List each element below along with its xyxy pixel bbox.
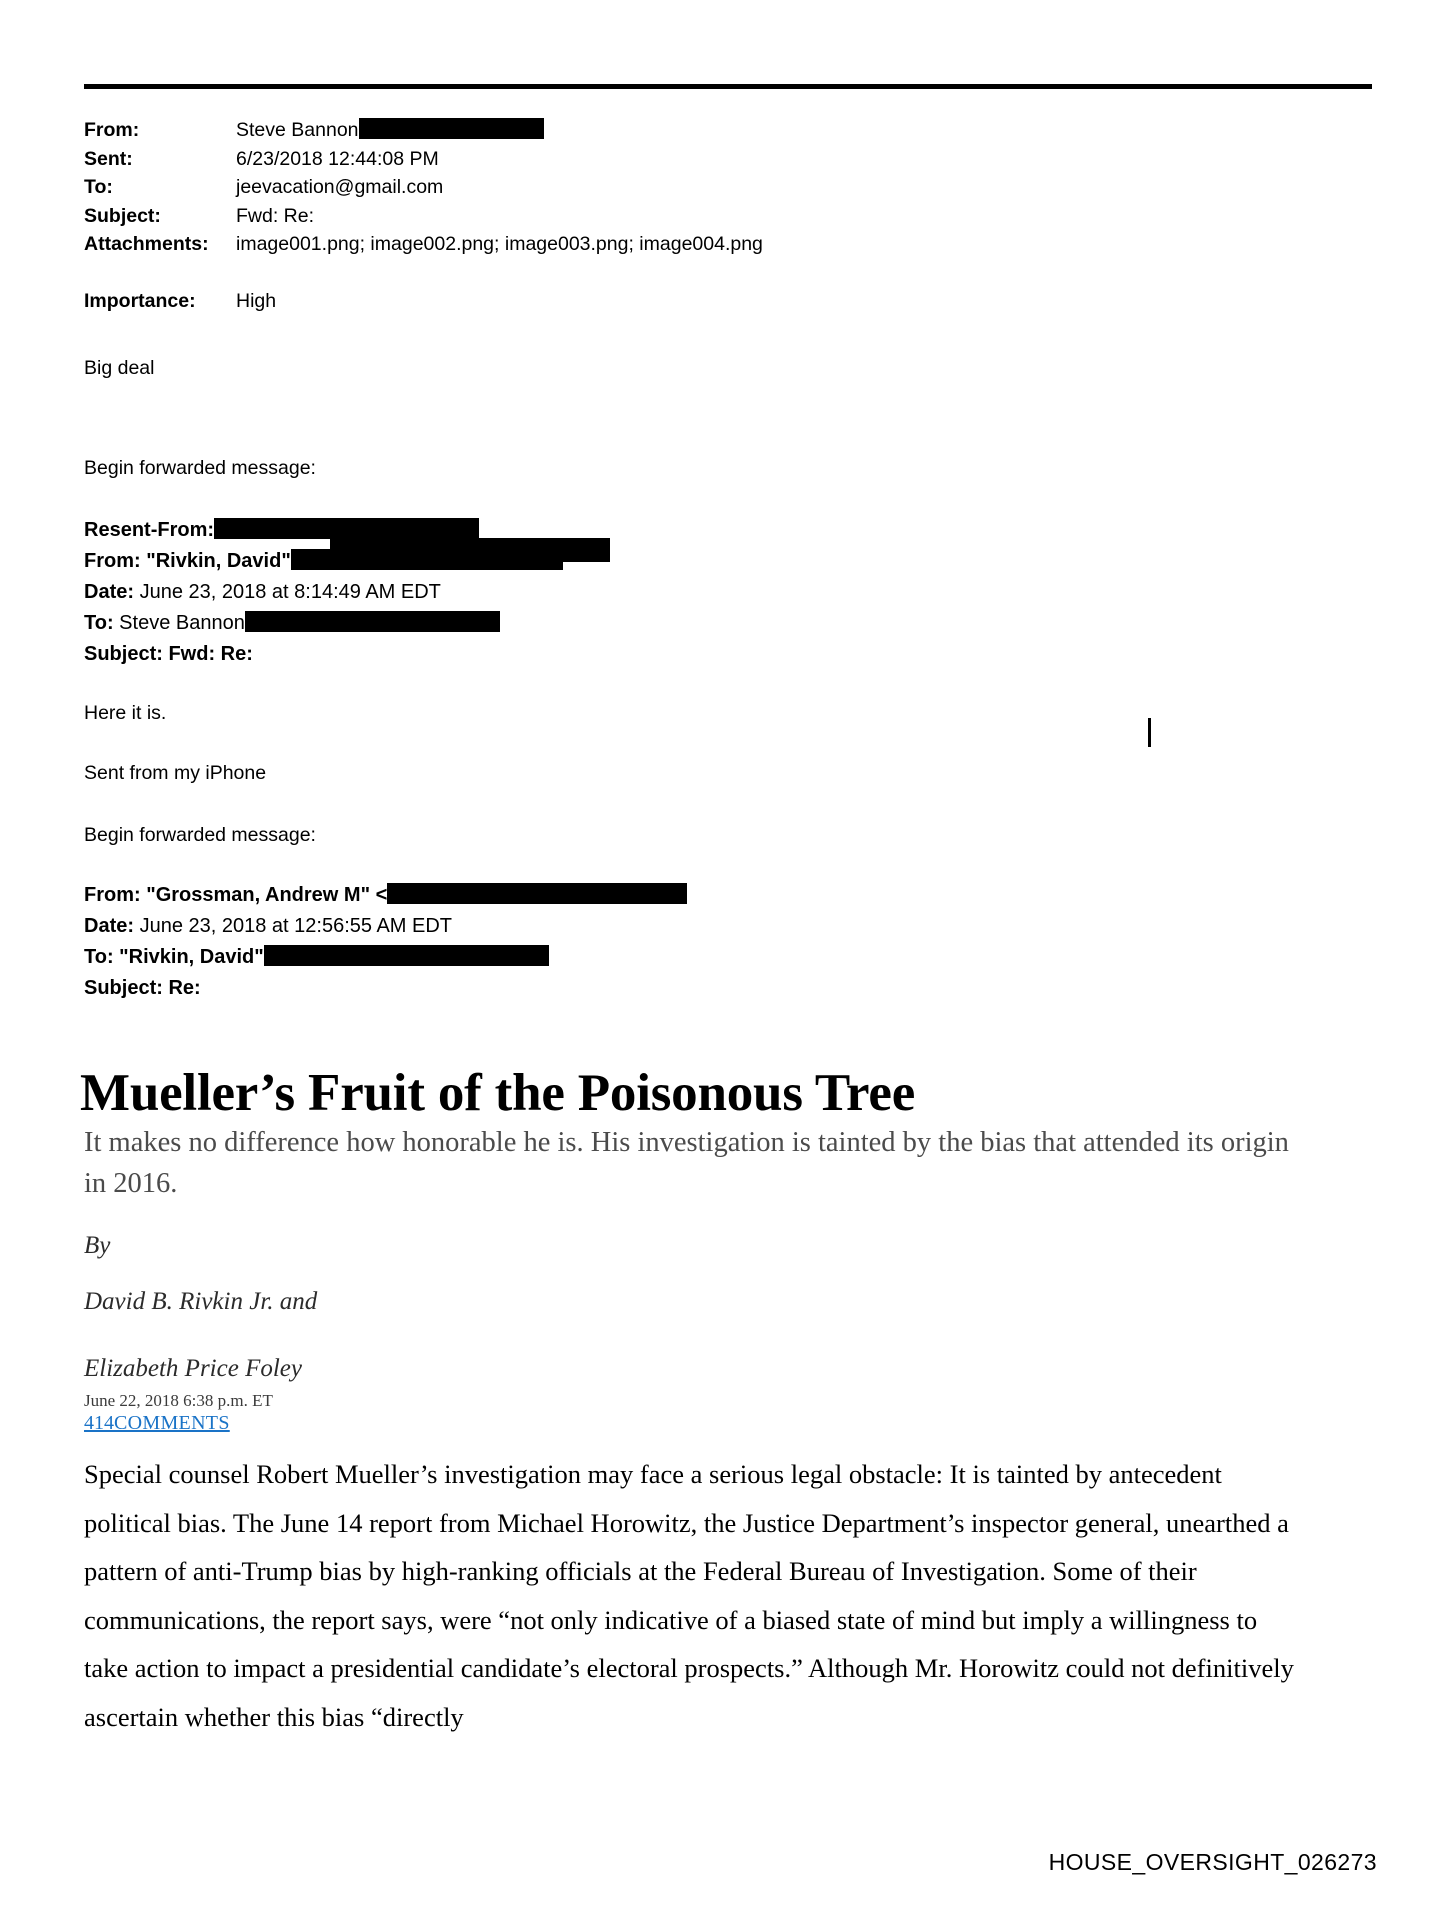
forward1-subject-value: Fwd: Re: (168, 643, 253, 665)
email-header-row-to (84, 173, 1204, 202)
forward2-to-label: To: (84, 946, 114, 968)
forward2-date-line (84, 911, 1234, 942)
forward2-from-line (84, 880, 1234, 911)
redaction-bar (330, 538, 610, 562)
forward2-subject-label: Subject: (84, 977, 163, 999)
forward1-subject-line (84, 639, 1234, 670)
redaction-bar (264, 945, 549, 966)
header-divider-rule (84, 84, 1372, 89)
forward1-from-line (84, 546, 1234, 577)
email-field-label: Subject: (84, 204, 161, 227)
message-body-line-here-it-is: Here it is. (84, 702, 167, 724)
forward2-to-line (84, 942, 1234, 973)
forward1-to-value: Steve Bannon (119, 612, 245, 634)
comments-link[interactable] (84, 1412, 230, 1435)
redaction-bar (214, 518, 479, 539)
spacer (84, 259, 1204, 287)
forward1-date-value: June 23, 2018 at 8:14:49 AM EDT (139, 581, 441, 603)
byline-author-2: Elizabeth Price Foley (84, 1355, 302, 1382)
forward1-resent-from-label: Resent-From: (84, 519, 215, 541)
message-body-line-big-deal: Big deal (84, 357, 155, 379)
forward1-from-value: "Rivkin, David" (146, 550, 291, 572)
email-subject-text: Fwd: Re: (236, 204, 315, 227)
email-to-text: jeevacation@gmail.com (236, 176, 444, 198)
forward2-date-value: June 23, 2018 at 12:56:55 AM EDT (139, 915, 453, 937)
forward1-to-line (84, 608, 1234, 639)
comments-label: COMMENTS (114, 1412, 230, 1434)
forward1-resent-from-line (84, 515, 1234, 546)
forward1-subject-label: Subject: (84, 643, 163, 665)
email-field-label: Attachments: (84, 233, 209, 255)
email-field-label: To: (84, 176, 113, 198)
email-header-row-attachments (84, 230, 1204, 259)
forward2-date-label: Date: (84, 915, 135, 937)
redaction-bar (387, 883, 687, 904)
email-header-block (84, 116, 1204, 315)
forward2-subject-value: Re: (168, 977, 201, 999)
forwarded-header-block-2 (84, 880, 1234, 1004)
email-importance-value: High (236, 289, 277, 312)
email-header-row-subject (84, 202, 1204, 231)
email-header-row-from (84, 116, 1204, 145)
message-body-line-sent-from: Sent from my iPhone (84, 762, 267, 784)
redaction-bar (359, 118, 544, 139)
forward1-date-line (84, 577, 1234, 608)
article-deck: It makes no difference how honorable he is. His investigation is tainted by the bias that attended its origin in 2016. (84, 1127, 1289, 1199)
email-field-label: From: (84, 119, 140, 141)
forward1-from-label: From: (84, 550, 141, 572)
email-header-row-importance (84, 287, 1204, 316)
forwarded-header-block-1 (84, 515, 1234, 670)
forward1-to-label: To: (84, 612, 114, 634)
byline-author-1: David B. Rivkin Jr. and (84, 1288, 318, 1315)
begin-forwarded-message-1: Begin forwarded message: (84, 457, 316, 479)
article-timestamp: June 22, 2018 6:38 p.m. ET (84, 1391, 273, 1410)
email-attachments-text: image001.png; image002.png; image003.png; image004.png (236, 233, 763, 255)
begin-forwarded-message-2: Begin forwarded message: (84, 824, 316, 846)
byline-by-label: By (84, 1232, 111, 1259)
forward2-from-label: From: (84, 884, 141, 906)
email-from-text: Steve Bannon (236, 119, 359, 141)
redaction-bar (245, 611, 500, 632)
forward2-to-value: "Rivkin, David" (119, 946, 264, 968)
article-paragraph: Special counsel Robert Mueller’s investigation may face a serious legal obstacle: It is tainted by antecedent political bias. The June 14 report from Michael Horowitz, the Justice Department’s inspector general, unearthed a pattern of anti-Trump bias by high-ranking officials at the Federal Bureau of Investigation. Some of their communications, the report says, were “not only indicative of a biased state of mind but imply a willingness to take action to impact a presidential candidate’s electoral prospects.” Although Mr. Horowitz could not definitively ascertain whether this bias “directly (84, 1459, 1294, 1732)
email-field-value (236, 116, 1204, 145)
comments-count: 414 (84, 1412, 114, 1434)
email-field-label: Importance: (84, 289, 196, 312)
bates-stamp: HOUSE_OVERSIGHT_026273 (1048, 1849, 1377, 1875)
text-cursor (1148, 718, 1151, 747)
article-headline: Mueller’s Fruit of the Poisonous Tree (80, 1063, 916, 1122)
forward1-date-label: Date: (84, 581, 135, 603)
forward2-subject-line (84, 973, 1234, 1004)
email-sent-text: 6/23/2018 12:44:08 PM (236, 147, 439, 170)
forward2-from-value: "Grossman, Andrew M" < (146, 884, 388, 906)
email-header-row-sent (84, 145, 1204, 174)
email-field-label: Sent: (84, 147, 133, 170)
